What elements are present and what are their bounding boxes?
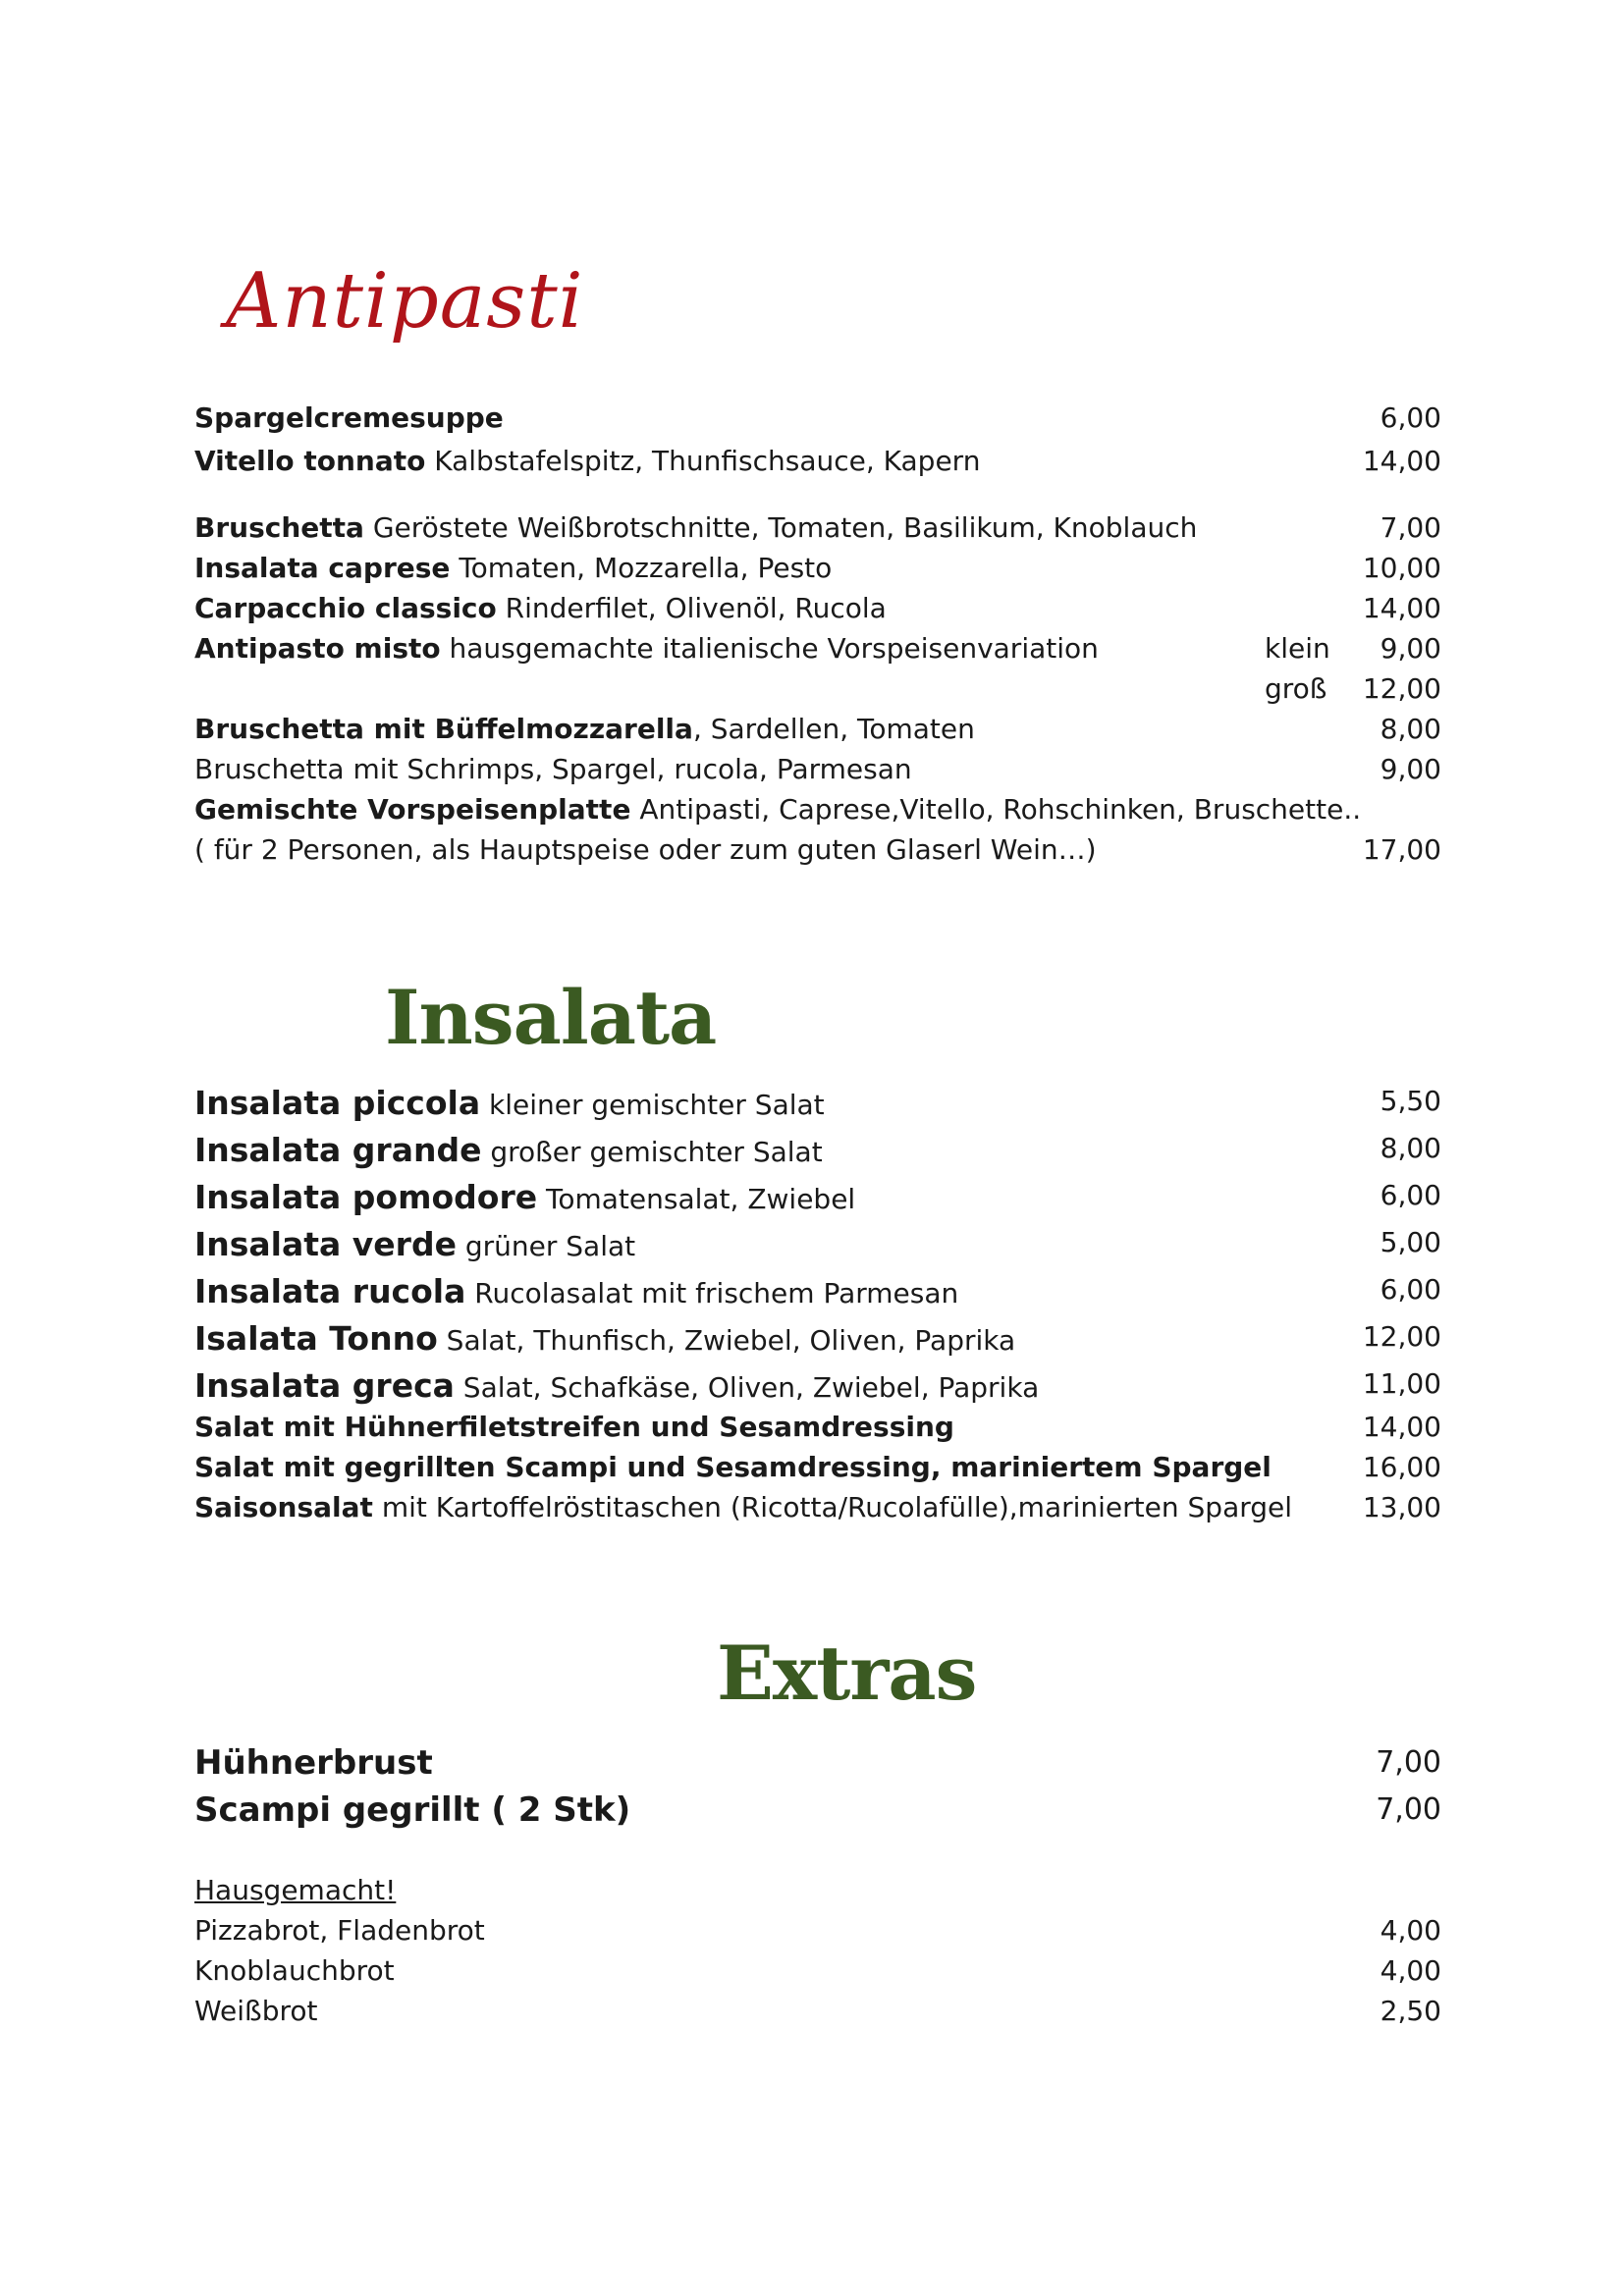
item-price: 7,00 xyxy=(1380,511,1441,544)
menu-item xyxy=(194,1082,1441,1121)
item-name: Insalata piccola xyxy=(194,1084,481,1122)
item-name: Weißbrot xyxy=(194,1995,318,2027)
item-price: 7,00 xyxy=(1376,1745,1441,1780)
menu-item xyxy=(194,1448,1441,1487)
item-size: groß xyxy=(1265,672,1327,705)
item-name: Insalata grande xyxy=(194,1131,482,1169)
menu-item xyxy=(194,589,1441,628)
item-desc: Tomaten, Mozzarella, Pesto xyxy=(450,552,833,584)
item-desc: ( für 2 Personen, als Hauptspeise oder zum guten Glaserl Wein…) xyxy=(194,833,1097,866)
menu-item xyxy=(194,1951,1441,1991)
item-price: 14,00 xyxy=(1362,445,1441,477)
item-price: 9,00 xyxy=(1380,753,1441,785)
item-name: Isalata Tonno xyxy=(194,1319,438,1358)
item-price: 11,00 xyxy=(1362,1367,1441,1400)
menu-item xyxy=(194,1739,1441,1787)
item-desc: grüner Salat xyxy=(456,1230,636,1262)
item-name: Bruschetta xyxy=(194,511,364,544)
menu-item xyxy=(194,1787,1441,1834)
item-price: 5,00 xyxy=(1380,1226,1441,1258)
item-desc: kleiner gemischter Salat xyxy=(480,1089,825,1121)
menu-item xyxy=(194,1129,1441,1168)
item-desc: Tomatensalat, Zwiebel xyxy=(537,1183,856,1215)
menu-item xyxy=(194,1364,1441,1404)
menu-item xyxy=(194,1176,1441,1215)
item-name: Pizzabrot, Fladenbrot xyxy=(194,1914,485,1947)
item-price: 13,00 xyxy=(1362,1491,1441,1523)
item-desc: Rucolasalat mit frischem Parmesan xyxy=(465,1277,959,1309)
item-desc: Geröstete Weißbrotschnitte, Tomaten, Basilikum, Knoblauch xyxy=(363,511,1198,544)
item-name: Scampi gegrillt ( 2 Stk) xyxy=(194,1790,631,1830)
item-price: 12,00 xyxy=(1362,1320,1441,1353)
item-name: Insalata verde xyxy=(194,1225,457,1263)
item-name: Gemischte Vorspeisenplatte xyxy=(194,793,631,826)
item-desc: Salat, Schafkäse, Oliven, Zwiebel, Paprika xyxy=(454,1371,1040,1404)
hausgemacht-label: Hausgemacht! xyxy=(194,1874,397,1906)
item-desc: Bruschetta mit Schrimps, Spargel, rucola, Parmesan xyxy=(194,753,912,785)
item-price: 7,00 xyxy=(1376,1792,1441,1827)
item-name: Insalata pomodore xyxy=(194,1178,538,1216)
item-desc: mit Kartoffelröstitaschen (Ricotta/Rucolafülle),marinierten Spargel xyxy=(372,1491,1293,1523)
item-name: Carpacchio classico xyxy=(194,592,497,624)
item-name: Salat mit gegrillten Scampi und Sesamdressing, mariniertem Spargel xyxy=(194,1451,1272,1483)
item-desc: hausgemachte italienische Vorspeisenvariation xyxy=(440,632,1099,665)
item-price: 4,00 xyxy=(1380,1914,1441,1947)
item-name: Insalata caprese xyxy=(194,552,451,584)
item-price: 6,00 xyxy=(1380,1273,1441,1306)
item-price: 9,00 xyxy=(1380,632,1441,665)
item-price: 17,00 xyxy=(1362,833,1441,866)
item-size: klein xyxy=(1265,632,1330,665)
extras-heading: Extras xyxy=(717,1629,977,1717)
menu-item xyxy=(194,399,1441,438)
item-price: 8,00 xyxy=(1380,1132,1441,1164)
item-name: Bruschetta mit Büffelmozzarella xyxy=(194,713,693,745)
menu-item xyxy=(194,629,1441,668)
item-price: 6,00 xyxy=(1380,1179,1441,1211)
item-name: Spargelcremesuppe xyxy=(194,401,504,434)
menu-item xyxy=(194,669,1441,709)
menu-item xyxy=(194,1270,1441,1309)
item-price: 4,00 xyxy=(1380,1954,1441,1987)
item-name: Hühnerbrust xyxy=(194,1743,433,1783)
item-price: 14,00 xyxy=(1362,592,1441,624)
item-price: 6,00 xyxy=(1380,401,1441,434)
menu-item xyxy=(194,1488,1441,1527)
item-price: 16,00 xyxy=(1362,1451,1441,1483)
item-name: Knoblauchbrot xyxy=(194,1954,395,1987)
item-name: Antipasto misto xyxy=(194,632,441,665)
menu-item xyxy=(194,750,1441,789)
item-price: 12,00 xyxy=(1362,672,1441,705)
menu-item xyxy=(194,1911,1441,1950)
item-name: Salat mit Hühnerfiletstreifen und Sesamdressing xyxy=(194,1411,954,1443)
menu-item xyxy=(194,1317,1441,1357)
insalata-heading: Insalata xyxy=(385,974,717,1061)
menu-item xyxy=(194,1223,1441,1262)
menu-item xyxy=(194,1992,1441,2031)
hausgemacht-label-row xyxy=(194,1871,1441,1910)
item-desc: Rinderfilet, Olivenöl, Rucola xyxy=(496,592,887,624)
menu-item xyxy=(194,830,1441,870)
item-price: 10,00 xyxy=(1362,552,1441,584)
menu-item xyxy=(194,790,1441,829)
item-price: 8,00 xyxy=(1380,713,1441,745)
antipasti-heading: Antipasti xyxy=(226,257,584,346)
item-price: 14,00 xyxy=(1362,1411,1441,1443)
menu-item xyxy=(194,710,1441,749)
item-name: Insalata greca xyxy=(194,1366,455,1405)
menu-item xyxy=(194,442,1441,481)
item-desc: großer gemischter Salat xyxy=(481,1136,823,1168)
menu-item xyxy=(194,1408,1441,1447)
item-name: Insalata rucola xyxy=(194,1272,466,1310)
item-desc: Antipasti, Caprese,Vitello, Rohschinken, Bruschette.. xyxy=(630,793,1362,826)
item-name: Vitello tonnato xyxy=(194,445,426,477)
item-desc: Salat, Thunfisch, Zwiebel, Oliven, Paprika xyxy=(437,1324,1016,1357)
item-name: Saisonsalat xyxy=(194,1491,373,1523)
item-price: 2,50 xyxy=(1380,1995,1441,2027)
menu-item xyxy=(194,508,1441,548)
menu-item xyxy=(194,549,1441,588)
item-price: 5,50 xyxy=(1380,1085,1441,1117)
item-desc: Kalbstafelspitz, Thunfischsauce, Kapern xyxy=(425,445,981,477)
item-desc: , Sardellen, Tomaten xyxy=(692,713,975,745)
